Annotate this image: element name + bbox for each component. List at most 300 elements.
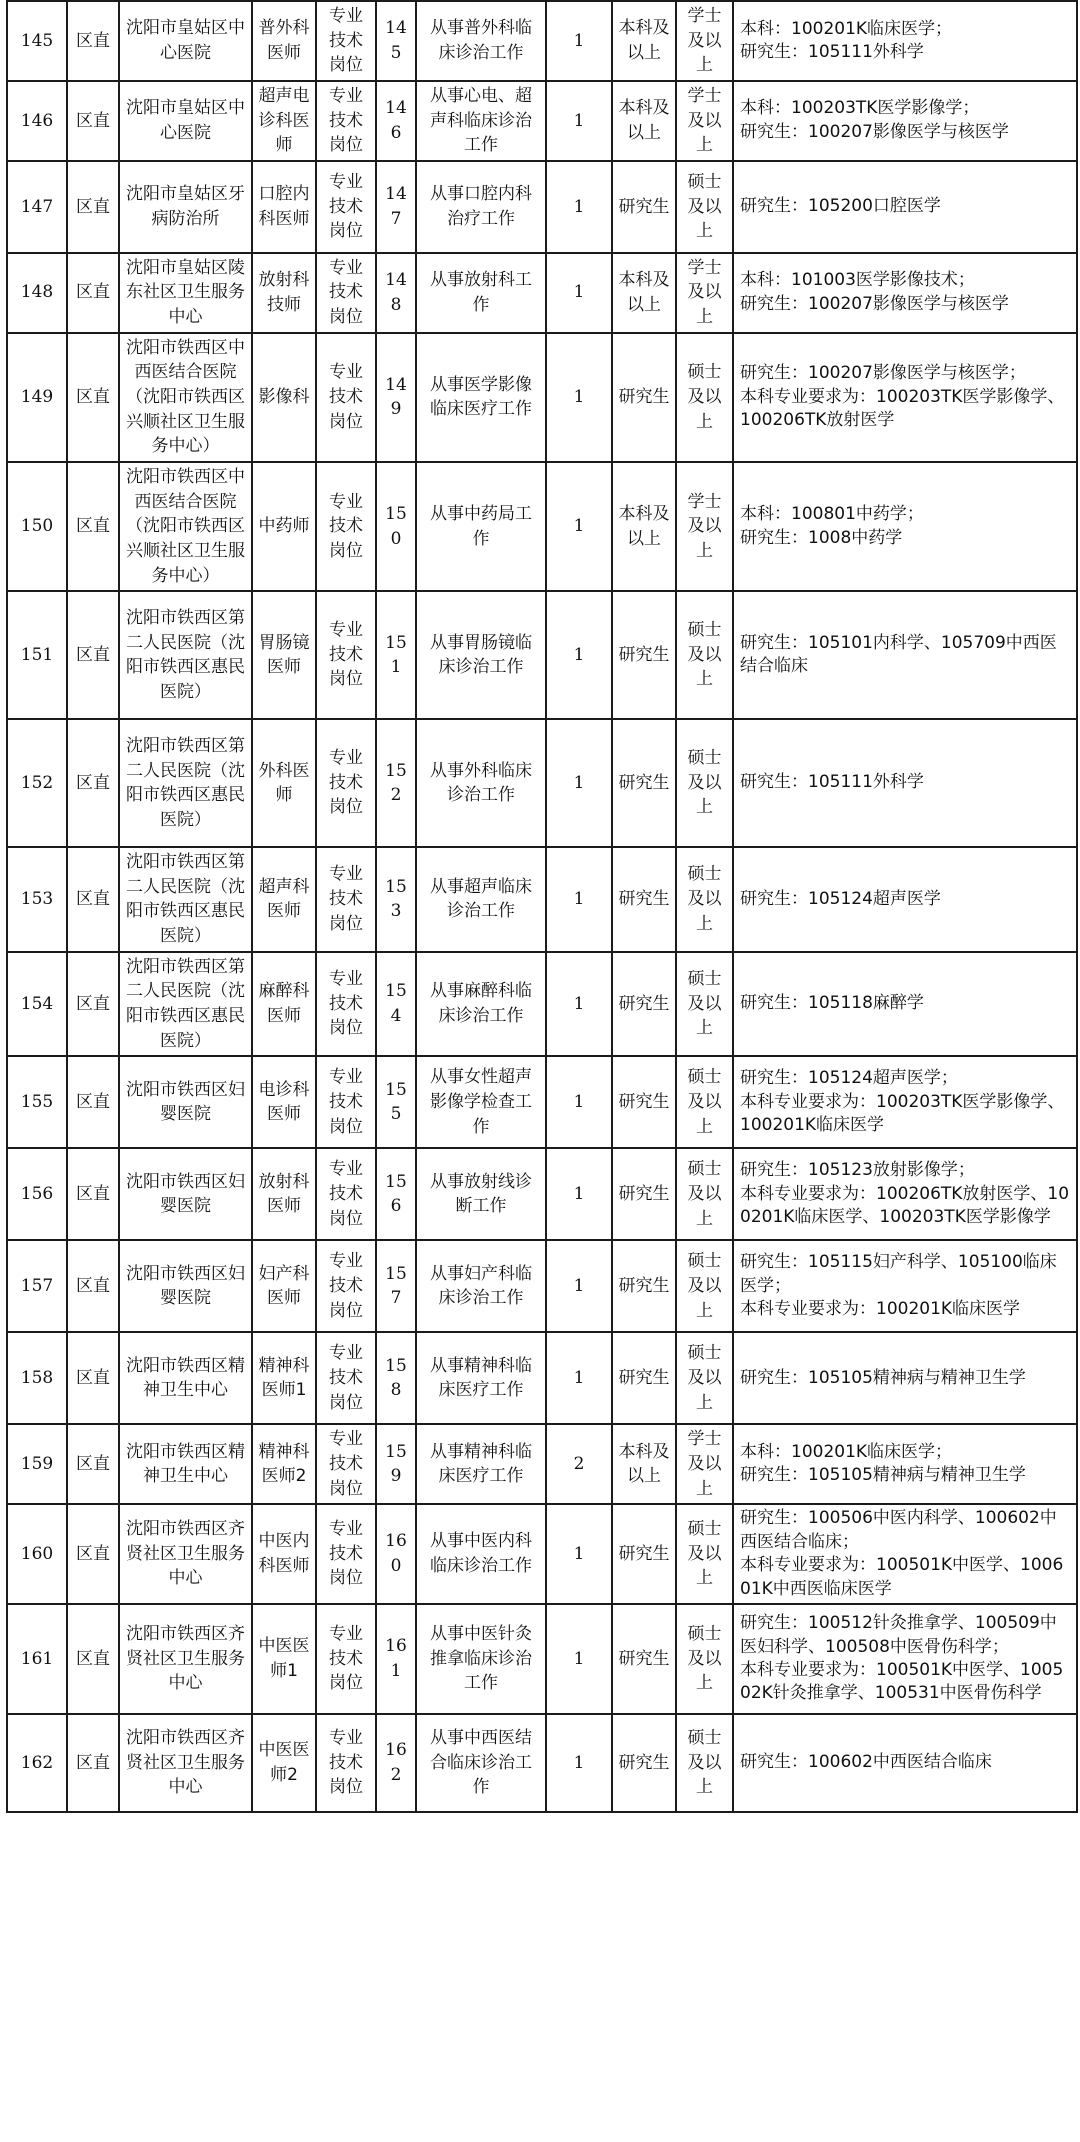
degree-cell (676, 719, 733, 847)
major-requirement-line: 研究生：105105精神病与精神卫生学 (740, 1367, 1026, 1388)
education-cell-text: 研究生 (618, 889, 670, 910)
row-number-text: 150 (20, 516, 54, 537)
degree-cell-text: 硕士及以上 (687, 1067, 722, 1137)
post-category-cell (316, 161, 376, 253)
post-code-cell-text: 156 (385, 1171, 407, 1217)
unit-cell-text: 沈阳市铁西区第二人民医院（沈阳市铁西区惠民医院） (126, 956, 245, 1051)
education-cell-text: 研究生 (618, 1091, 670, 1112)
major-requirement-cell (733, 952, 1077, 1057)
level-cell-text: 区直 (76, 1367, 110, 1388)
post-name-cell-text: 放射科技师 (258, 270, 310, 315)
duty-cell-text: 从事放射线诊断工作 (430, 1171, 532, 1217)
education-cell-text: 研究生 (618, 387, 670, 408)
education-cell (612, 1, 676, 81)
degree-cell (676, 1604, 733, 1714)
unit-cell (119, 1056, 252, 1148)
major-requirement-cell (733, 333, 1077, 462)
post-name-cell-text: 精神科医师2 (258, 1441, 310, 1487)
duty-cell (416, 1504, 546, 1604)
major-requirement-cell (733, 1056, 1077, 1148)
duty-cell-text: 从事中西医结合临床诊治工作 (430, 1728, 532, 1798)
unit-cell-text: 沈阳市皇姑区陵东社区卫生服务中心 (126, 257, 245, 328)
post-code-cell-text: 145 (385, 18, 407, 63)
level-cell (67, 462, 119, 591)
post-category-cell-text: 专业技术岗位 (329, 171, 363, 242)
count-cell (546, 1, 612, 81)
post-code-cell (376, 1604, 416, 1714)
table-row (7, 462, 1077, 591)
level-cell-text: 区直 (76, 387, 110, 408)
duty-cell (416, 719, 546, 847)
unit-cell (119, 952, 252, 1057)
major-requirement-line: 本科专业要求为：100203TK医学影像学、100206TK放射医学 (740, 386, 1065, 431)
post-name-cell-text: 外科医师 (258, 760, 310, 806)
post-code-cell-text: 161 (385, 1636, 407, 1682)
education-cell (612, 1504, 676, 1604)
major-requirement-line: 本科专业要求为：100203TK医学影像学、100201K临床医学 (740, 1091, 1065, 1136)
row-number-text: 148 (20, 282, 54, 303)
count-cell-text: 2 (573, 1453, 585, 1474)
degree-cell (676, 1240, 733, 1332)
count-cell-text: 1 (573, 993, 585, 1014)
post-name-cell-text: 中医医师1 (258, 1636, 310, 1682)
table-row (7, 1056, 1077, 1148)
duty-cell-text: 从事外科临床诊治工作 (430, 760, 532, 806)
count-cell (546, 1604, 612, 1714)
table-row (7, 719, 1077, 847)
level-cell (67, 1604, 119, 1714)
level-cell-text: 区直 (76, 1091, 110, 1112)
table-row (7, 1, 1077, 81)
unit-cell-text: 沈阳市皇姑区牙病防治所 (126, 184, 245, 229)
unit-cell-text: 沈阳市铁西区第二人民医院（沈阳市铁西区惠民医院） (126, 607, 245, 702)
duty-cell (416, 333, 546, 462)
post-name-cell-text: 超声电诊科医师 (258, 85, 310, 156)
post-category-cell-text: 专业技术岗位 (329, 491, 363, 561)
count-cell (546, 161, 612, 253)
education-cell-text: 研究生 (618, 993, 670, 1014)
table-row (7, 333, 1077, 462)
major-requirement-line: 研究生：105123放射影像学； (740, 1160, 975, 1181)
duty-cell (416, 1424, 546, 1504)
major-requirement-line: 本科：100201K临床医学； (740, 18, 953, 39)
education-cell-text: 研究生 (618, 772, 670, 793)
post-name-cell-text: 超声科医师 (258, 876, 310, 922)
major-requirement-cell (733, 1424, 1077, 1504)
education-cell (612, 952, 676, 1057)
post-code-cell (376, 952, 416, 1057)
education-cell (612, 719, 676, 847)
major-requirement-line: 研究生：1008中药学 (740, 527, 903, 548)
count-cell-text: 1 (573, 1091, 585, 1112)
major-requirement-cell (733, 253, 1077, 333)
education-cell-text: 研究生 (618, 644, 670, 665)
post-category-cell (316, 462, 376, 591)
level-cell (67, 161, 119, 253)
education-cell (612, 253, 676, 333)
education-cell (612, 1424, 676, 1504)
post-name-cell (252, 952, 316, 1057)
post-name-cell (252, 847, 316, 952)
post-category-cell-text: 专业技术岗位 (329, 1343, 363, 1413)
degree-cell (676, 952, 733, 1057)
duty-cell (416, 81, 546, 161)
education-cell (612, 1056, 676, 1148)
major-requirement-line: 本科专业要求为：100501K中医学、100601K中西医临床医学 (740, 1555, 1064, 1599)
duty-cell-text: 从事心电、超声科临床诊治工作 (430, 85, 532, 156)
count-cell-text: 1 (573, 1543, 585, 1564)
duty-cell (416, 591, 546, 719)
table-row (7, 253, 1077, 333)
post-name-cell-text: 胃肠镜医师 (258, 632, 310, 678)
row-number (7, 81, 67, 161)
post-name-cell-text: 妇产科医师 (258, 1263, 310, 1309)
duty-cell (416, 847, 546, 952)
post-category-cell (316, 952, 376, 1057)
post-name-cell (252, 719, 316, 847)
row-number (7, 1056, 67, 1148)
level-cell (67, 591, 119, 719)
major-requirement-line: 本科：100201K临床医学； (740, 1441, 953, 1462)
duty-cell-text: 从事医学影像临床医疗工作 (430, 374, 532, 420)
level-cell (67, 1, 119, 81)
degree-cell (676, 1332, 733, 1424)
degree-cell (676, 1, 733, 81)
post-name-cell (252, 333, 316, 462)
post-code-cell-text: 159 (385, 1441, 407, 1487)
degree-cell-text: 硕士及以上 (687, 362, 722, 432)
count-cell-text: 1 (573, 516, 585, 537)
unit-cell-text: 沈阳市铁西区齐贤社区卫生服务中心 (126, 1624, 245, 1694)
major-requirement-cell (733, 591, 1077, 719)
table-row (7, 591, 1077, 719)
major-requirement-cell (733, 1604, 1077, 1714)
education-cell-text: 本科及以上 (618, 98, 670, 143)
education-cell (612, 1604, 676, 1714)
post-name-cell-text: 放射科医师 (258, 1171, 310, 1217)
education-cell-text: 研究生 (618, 1275, 670, 1296)
row-number (7, 1604, 67, 1714)
duty-cell-text: 从事麻醉科临床诊治工作 (430, 981, 532, 1027)
unit-cell (119, 1604, 252, 1714)
post-name-cell (252, 462, 316, 591)
unit-cell (119, 719, 252, 847)
post-category-cell (316, 1424, 376, 1504)
major-requirement-cell (733, 1148, 1077, 1240)
major-requirement-line: 研究生：100207影像医学与核医学 (740, 293, 1009, 314)
count-cell (546, 253, 612, 333)
level-cell (67, 1148, 119, 1240)
table-row (7, 1148, 1077, 1240)
count-cell (546, 1056, 612, 1148)
count-cell-text: 1 (573, 1752, 585, 1773)
row-number (7, 462, 67, 591)
degree-cell-text: 硕士及以上 (687, 1728, 722, 1798)
post-category-cell-text: 专业技术岗位 (329, 1624, 363, 1694)
unit-cell-text: 沈阳市铁西区中西医结合医院（沈阳市铁西区兴顺社区卫生服务中心） (126, 466, 245, 586)
degree-cell (676, 1148, 733, 1240)
education-cell-text: 研究生 (618, 1367, 670, 1388)
table-row (7, 1604, 1077, 1714)
level-cell (67, 719, 119, 847)
education-cell (612, 1332, 676, 1424)
post-code-cell (376, 1504, 416, 1604)
row-number-text: 153 (20, 889, 54, 910)
major-requirement-line: 研究生：100207影像医学与核医学； (740, 363, 1026, 384)
post-name-cell-text: 中医医师2 (258, 1740, 310, 1786)
degree-cell (676, 462, 733, 591)
level-cell-text: 区直 (76, 772, 110, 793)
major-requirement-line: 研究生：100207影像医学与核医学 (740, 121, 1009, 142)
post-name-cell (252, 1424, 316, 1504)
major-requirement-line: 研究生：105101内科学、105709中西医结合临床 (740, 632, 1057, 677)
post-code-cell (376, 1424, 416, 1504)
education-cell (612, 333, 676, 462)
count-cell (546, 847, 612, 952)
unit-cell (119, 847, 252, 952)
count-cell (546, 1714, 612, 1812)
post-code-cell (376, 719, 416, 847)
count-cell-text: 1 (573, 772, 585, 793)
duty-cell-text: 从事女性超声影像学检查工作 (430, 1067, 532, 1137)
education-cell-text: 研究生 (618, 196, 670, 217)
post-category-cell (316, 1056, 376, 1148)
post-category-cell (316, 719, 376, 847)
unit-cell-text: 沈阳市铁西区妇婴医院 (126, 1263, 245, 1309)
count-cell-text: 1 (573, 1275, 585, 1296)
level-cell-text: 区直 (76, 1752, 110, 1773)
degree-cell-text: 硕士及以上 (687, 1251, 722, 1321)
degree-cell (676, 253, 733, 333)
level-cell (67, 1714, 119, 1812)
degree-cell-text: 硕士及以上 (687, 969, 722, 1039)
level-cell-text: 区直 (76, 644, 110, 665)
row-number (7, 1148, 67, 1240)
post-name-cell-text: 影像科 (258, 387, 310, 408)
table-row (7, 952, 1077, 1057)
degree-cell-text: 硕士及以上 (687, 1159, 722, 1229)
post-category-cell-text: 专业技术岗位 (329, 1519, 363, 1589)
degree-cell (676, 81, 733, 161)
row-number (7, 952, 67, 1057)
table-row (7, 81, 1077, 161)
post-name-cell-text: 中医内科医师 (258, 1531, 310, 1577)
count-cell-text: 1 (573, 1183, 585, 1204)
major-requirement-cell (733, 1, 1077, 81)
duty-cell (416, 1604, 546, 1714)
post-name-cell-text: 口腔内科医师 (258, 184, 310, 229)
post-code-cell (376, 161, 416, 253)
major-requirement-line: 研究生：105115妇产科学、105100临床医学； (740, 1252, 1057, 1296)
post-category-cell (316, 847, 376, 952)
post-code-cell-text: 157 (385, 1263, 407, 1309)
education-cell (612, 591, 676, 719)
degree-cell (676, 847, 733, 952)
level-cell (67, 1056, 119, 1148)
level-cell-text: 区直 (76, 196, 110, 217)
education-cell-text: 本科及以上 (618, 1441, 670, 1487)
degree-cell-text: 硕士及以上 (687, 1519, 722, 1589)
level-cell-text: 区直 (76, 516, 110, 537)
post-name-cell (252, 253, 316, 333)
row-number-text: 151 (20, 644, 54, 665)
row-number-text: 156 (20, 1183, 54, 1204)
post-category-cell-text: 专业技术岗位 (329, 1728, 363, 1798)
major-requirement-line: 研究生：100506中医内科学、100602中西医结合临床； (740, 1508, 1057, 1552)
duty-cell (416, 161, 546, 253)
post-code-cell (376, 847, 416, 952)
row-number-text: 157 (20, 1275, 54, 1296)
major-requirement-cell (733, 847, 1077, 952)
row-number (7, 1504, 67, 1604)
post-code-cell (376, 462, 416, 591)
unit-cell-text: 沈阳市铁西区妇婴医院 (126, 1079, 245, 1125)
degree-cell (676, 591, 733, 719)
post-category-cell (316, 81, 376, 161)
post-code-cell-text: 146 (385, 98, 407, 143)
count-cell (546, 1424, 612, 1504)
degree-cell (676, 1424, 733, 1504)
count-cell (546, 719, 612, 847)
education-cell (612, 161, 676, 253)
post-code-cell-text: 155 (385, 1079, 407, 1125)
count-cell-text: 1 (573, 1648, 585, 1669)
major-requirement-line: 研究生：105105精神病与精神卫生学 (740, 1465, 1026, 1486)
level-cell (67, 1332, 119, 1424)
post-code-cell-text: 152 (385, 760, 407, 806)
post-name-cell-text: 普外科医师 (258, 18, 310, 63)
duty-cell-text: 从事胃肠镜临床诊治工作 (430, 632, 532, 678)
level-cell (67, 253, 119, 333)
post-category-cell (316, 1, 376, 81)
major-requirement-line: 本科专业要求为：100501K中医学、100502K针灸推拿学、100531中医骨伤科学 (740, 1660, 1064, 1704)
duty-cell-text: 从事放射科工作 (430, 270, 532, 315)
row-number (7, 253, 67, 333)
duty-cell-text: 从事口腔内科治疗工作 (430, 184, 532, 229)
unit-cell-text: 沈阳市铁西区齐贤社区卫生服务中心 (126, 1519, 245, 1589)
education-cell-text: 本科及以上 (618, 18, 670, 63)
post-category-cell (316, 1504, 376, 1604)
row-number (7, 161, 67, 253)
post-category-cell (316, 1604, 376, 1714)
major-requirement-line: 研究生：105124超声医学 (740, 888, 941, 909)
degree-cell-text: 硕士及以上 (687, 171, 722, 242)
duty-cell (416, 253, 546, 333)
post-code-cell (376, 1056, 416, 1148)
count-cell-text: 1 (573, 1367, 585, 1388)
post-code-cell-text: 147 (385, 184, 407, 229)
post-name-cell-text: 电诊科医师 (258, 1079, 310, 1125)
row-number (7, 1714, 67, 1812)
post-name-cell (252, 1056, 316, 1148)
level-cell-text: 区直 (76, 282, 110, 303)
degree-cell-text: 学士及以上 (687, 1429, 722, 1499)
major-requirement-line: 研究生：100602中西医结合临床 (740, 1752, 992, 1773)
post-name-cell (252, 1604, 316, 1714)
post-code-cell-text: 154 (385, 981, 407, 1027)
education-cell (612, 462, 676, 591)
post-code-cell (376, 1332, 416, 1424)
major-requirement-cell (733, 462, 1077, 591)
degree-cell-text: 硕士及以上 (687, 748, 722, 818)
degree-cell-text: 硕士及以上 (687, 620, 722, 690)
duty-cell (416, 1332, 546, 1424)
post-code-cell-text: 160 (385, 1531, 407, 1577)
row-number (7, 1240, 67, 1332)
post-name-cell-text: 中药师 (258, 516, 310, 537)
count-cell (546, 462, 612, 591)
education-cell-text: 本科及以上 (618, 503, 670, 549)
post-name-cell (252, 1332, 316, 1424)
post-name-cell (252, 1714, 316, 1812)
row-number-text: 159 (20, 1453, 54, 1474)
post-code-cell (376, 253, 416, 333)
duty-cell (416, 1714, 546, 1812)
education-cell (612, 81, 676, 161)
post-code-cell-text: 151 (385, 632, 407, 678)
row-number-text: 161 (20, 1648, 54, 1669)
degree-cell (676, 161, 733, 253)
post-category-cell (316, 1148, 376, 1240)
post-category-cell (316, 1332, 376, 1424)
row-number (7, 847, 67, 952)
unit-cell (119, 1332, 252, 1424)
count-cell (546, 81, 612, 161)
unit-cell (119, 462, 252, 591)
post-category-cell-text: 专业技术岗位 (329, 1067, 363, 1137)
count-cell (546, 1504, 612, 1604)
count-cell-text: 1 (573, 644, 585, 665)
major-requirement-cell (733, 161, 1077, 253)
unit-cell-text: 沈阳市铁西区妇婴医院 (126, 1171, 245, 1217)
unit-cell (119, 1714, 252, 1812)
level-cell (67, 1240, 119, 1332)
row-number (7, 591, 67, 719)
level-cell-text: 区直 (76, 993, 110, 1014)
education-cell (612, 847, 676, 952)
level-cell-text: 区直 (76, 110, 110, 131)
post-code-cell-text: 162 (385, 1740, 407, 1786)
level-cell (67, 1504, 119, 1604)
degree-cell-text: 学士及以上 (687, 6, 722, 76)
row-number (7, 333, 67, 462)
count-cell (546, 952, 612, 1057)
major-requirement-cell (733, 1714, 1077, 1812)
post-name-cell (252, 161, 316, 253)
row-number-text: 155 (20, 1091, 54, 1112)
education-cell-text: 研究生 (618, 1543, 670, 1564)
post-category-cell-text: 专业技术岗位 (329, 257, 363, 328)
table-row (7, 1504, 1077, 1604)
level-cell-text: 区直 (76, 30, 110, 51)
degree-cell-text: 硕士及以上 (687, 864, 722, 934)
unit-cell (119, 333, 252, 462)
level-cell (67, 1424, 119, 1504)
major-requirement-line: 本科：101003医学影像技术； (740, 270, 975, 291)
degree-cell-text: 学士及以上 (687, 85, 722, 156)
count-cell (546, 1332, 612, 1424)
count-cell-text: 1 (573, 196, 585, 217)
degree-cell (676, 333, 733, 462)
row-number-text: 149 (20, 387, 54, 408)
major-requirement-cell (733, 1504, 1077, 1604)
table-row (7, 1240, 1077, 1332)
post-code-cell (376, 1240, 416, 1332)
unit-cell (119, 1240, 252, 1332)
post-category-cell-text: 专业技术岗位 (329, 85, 363, 156)
unit-cell (119, 1, 252, 81)
table-row (7, 1424, 1077, 1504)
